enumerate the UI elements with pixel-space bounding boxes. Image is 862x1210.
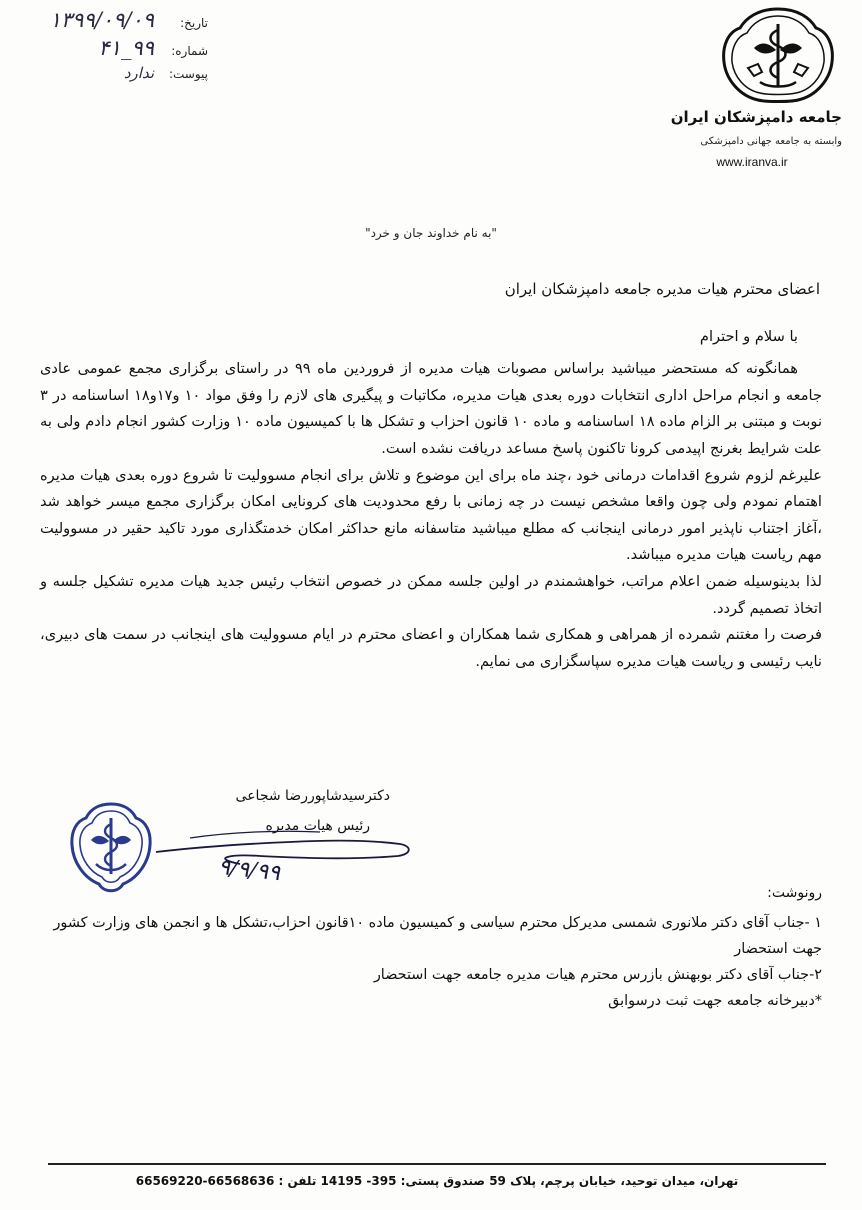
body-paragraph: فرصت را مغتنم شمرده از همراهی و همکاری شما همکاران و اعضای محترم در ایام مسوولیت های اینجانب در سمت های دبیری، نایب رئیسی و ریاست هیات مدیره سپاسگزاری می نمایم. (40, 626, 822, 670)
cc-block (46, 880, 822, 1014)
meta-date-value: ۱۳۹۹/۰۹/۰۹ (49, 8, 154, 32)
salutation-recipient: اعضای محترم هیات مدیره جامعه دامپزشکان ایران (504, 280, 820, 298)
meta-attachment-value: ندارد (123, 64, 154, 82)
signatory-title: رئیس هیات مدیره (265, 818, 370, 834)
organization-block (622, 108, 842, 169)
letter-invocation: "به نام خداوند جان و خرد" (365, 226, 497, 240)
footer-divider (48, 1163, 826, 1165)
body-paragraph: لذا بدینوسیله ضمن اعلام مراتب، خواهشمندم در اولین جلسه ممکن در خصوص انتخاب رئیس جدید هیات مدیره تشکیل جلسه و اتخاذ تصمیم گردد. (40, 572, 822, 617)
organization-website: www.iranva.ir (716, 155, 788, 169)
organization-name: جامعه دامپزشکان ایران (670, 108, 842, 126)
meta-number-label: شماره: (171, 44, 208, 58)
meta-attachment-label: پیوست: (168, 67, 208, 81)
cc-heading: رونوشت: (767, 885, 822, 901)
meta-attachment-row (18, 64, 208, 92)
cc-item: ۱ -جناب آقای دکتر ملانوری شمسی مدیرکل محترم سیاسی و کمیسیون ماده ۱۰قانون احزاب،تشکل ها و انجمن های وزارت کشور جهت استحضار (53, 915, 822, 957)
meta-number-row (18, 36, 208, 64)
meta-date-row (18, 8, 208, 36)
body-paragraph: علیرغم لزوم شروع اقدامات درمانی خود ،چند ماه برای این موضوع و تلاش برای انجام مسوولیت تا شروع دوره بعدی هیات مدیره اهتمام نمودم ولی چون واقعا مشخص نیست در چه زمانی با رفع محدودیت های کرونایی امکان برگزاری مجمع میسر خواهد شد ،آغاز اجتناب ناپذیر امور درمانی اینجانب که مطلع میباشید متاسفانه مانع حداکثر امکان خدمتگذاری مورد تاکید حقیر در مسوولیت مهم ریاست هیات مدیره میباشد. (40, 466, 822, 564)
letter-body (40, 276, 822, 675)
letter-meta (18, 8, 208, 92)
salutation-greeting: با سلام و احترام (699, 327, 798, 345)
cc-item: ۲-جناب آقای دکتر بوبهنش بازرس محترم هیات مدیره جامعه جهت استحضار (373, 967, 822, 983)
body-paragraph: همانگونه که مستحضر میباشید براساس مصوبات هیات مدیره از فروردین ماه ۹۹ در راستای برگزاری مجمع عمومی عادی جامعه و انجام مراحل اداری انتخابات دوره بعدی هیات مدیره، مکاتبات و پیگیری های لازم را وفق مواد ۱۰ و۱۷و۱۸ اساسنامه در ۳ نوبت و مبتنی بر الزام ماده ۱۸ اساسنامه و ماده ۱۰ قانون احزاب و تشکل ها با کمیسیون ماده ۱۰ وزارت کشور انجام دادم ولی به علت شرایط بغرنج اپیدمی کرونا تاکنون پاسخ مساعد دریافت نشده است. (40, 360, 823, 457)
meta-number-value: ۹۹_۴۱ (98, 36, 154, 60)
organization-subtitle: وابسته به جامعه جهانی دامپزشکی (700, 136, 842, 147)
signature-date: ۹/۹/۹۹ (216, 854, 282, 887)
cc-item: *دبیرخانه جامعه جهت ثبت درسوابق (608, 993, 822, 1009)
signatory-name: دکترسیدشاپوررضا شجاعی (235, 788, 390, 804)
footer-address: تهران، میدان توحید، خیابان پرچم، پلاک 59 صندوق پستی: 395- 14195 تلفن : 66568636-66569220 (135, 1174, 739, 1188)
meta-date-label: تاریخ: (180, 16, 208, 30)
organization-logo (718, 6, 838, 104)
